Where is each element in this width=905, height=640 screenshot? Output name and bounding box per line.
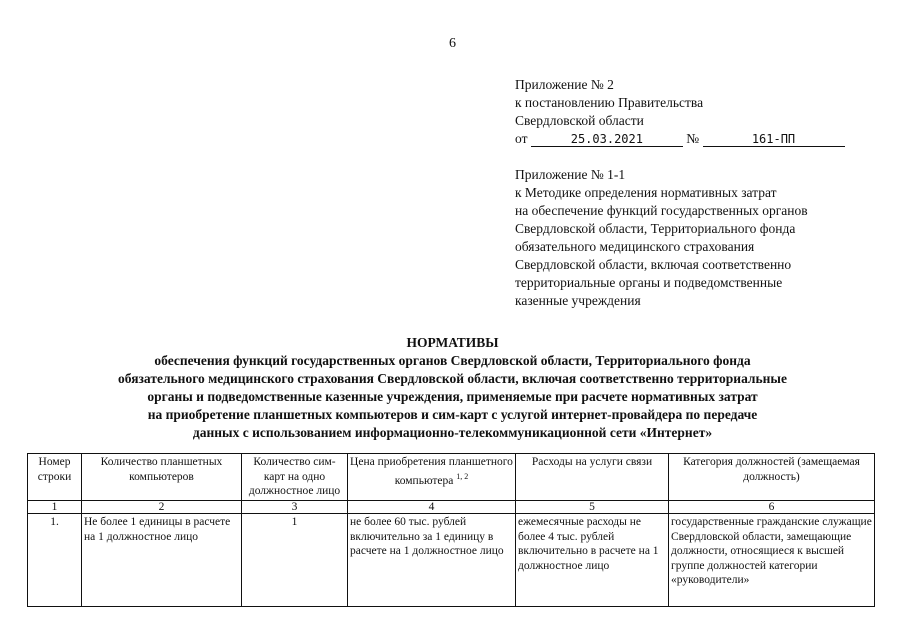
cell-price: не более 60 тыс. рублей включительно за 1 единицу в расчете на 1 должностное лицо [348, 514, 516, 607]
price-footnote: 1, 2 [456, 471, 469, 481]
appendix-1-1-line: Свердловской области, Территориального фонда [515, 221, 796, 236]
header-price-label: Цена приобретения планшетного компьютера [350, 456, 513, 487]
header-sim-cards: Количество сим-карт на одно должностное лицо [242, 454, 348, 501]
date-prefix: от [515, 131, 528, 146]
appendix-2-block [515, 76, 845, 148]
cell-sim-cards: 1 [242, 514, 348, 607]
column-number: 5 [516, 501, 669, 514]
title-line: обязательного медицинского страхования Свердловской области, включая соответственно территориальные [118, 371, 787, 386]
appendix-2-title: Приложение № 2 [515, 77, 614, 92]
norms-table [27, 453, 875, 607]
page-number: 6 [449, 36, 456, 51]
number-prefix: № [686, 131, 700, 146]
resolution-number: 161-ПП [703, 132, 845, 147]
resolution-date: 25.03.2021 [531, 132, 683, 147]
appendix-1-1-block [515, 166, 808, 310]
appendix-1-1-line: к Методике определения нормативных затрат [515, 185, 777, 200]
column-number: 2 [82, 501, 242, 514]
column-number: 1 [28, 501, 82, 514]
table-header-row [28, 454, 875, 501]
title-line: обеспечения функций государственных органов Свердловской области, Территориального фонда [154, 353, 751, 368]
appendix-2-region: Свердловской области [515, 113, 644, 128]
column-number: 3 [242, 501, 348, 514]
header-price [348, 454, 516, 501]
header-row-number: Номер строки [28, 454, 82, 501]
appendix-1-1-line: Свердловской области, включая соответственно [515, 257, 792, 272]
appendix-1-1-line: территориальные органы и подведомственные [515, 275, 783, 290]
cell-tablets: Не более 1 единицы в расчете на 1 должностное лицо [82, 514, 242, 607]
cell-category: государственные гражданские служащие Свердловской области, замещающие должности, относящиеся к высшей группе должностей категории «руководители» [669, 514, 875, 607]
title-line: органы и подведомственные казенные учреждения, применяемые при расчете нормативных затрат [147, 389, 758, 404]
header-tablets: Количество планшетных компьютеров [82, 454, 242, 501]
title-heading: НОРМАТИВЫ [406, 335, 499, 350]
column-number-row [28, 501, 875, 514]
appendix-1-1-line: Приложение № 1-1 [515, 167, 626, 182]
appendix-2-reference: к постановлению Правительства [515, 95, 704, 110]
title-line: данных с использованием информационно-телекоммуникационной сети «Интернет» [192, 425, 713, 440]
header-communication: Расходы на услуги связи [516, 454, 669, 501]
appendix-1-1-line: на обеспечение функций государственных органов [515, 203, 808, 218]
header-category: Категория должностей (замещаемая должность) [669, 454, 875, 501]
appendix-1-1-line: обязательного медицинского страхования [515, 239, 755, 254]
table-row [28, 514, 875, 607]
column-number: 6 [669, 501, 875, 514]
cell-row-number: 1. [28, 514, 82, 607]
title-line: на приобретение планшетных компьютеров и сим-карт с услугой интернет-провайдера по передаче [147, 407, 758, 422]
appendix-1-1-line: казенные учреждения [515, 293, 641, 308]
appendix-2-date-number [515, 130, 845, 148]
cell-communication: ежемесячные расходы не более 4 тыс. рублей включительно в расчете на 1 должностное лицо [516, 514, 669, 607]
document-title [0, 334, 905, 442]
column-number: 4 [348, 501, 516, 514]
